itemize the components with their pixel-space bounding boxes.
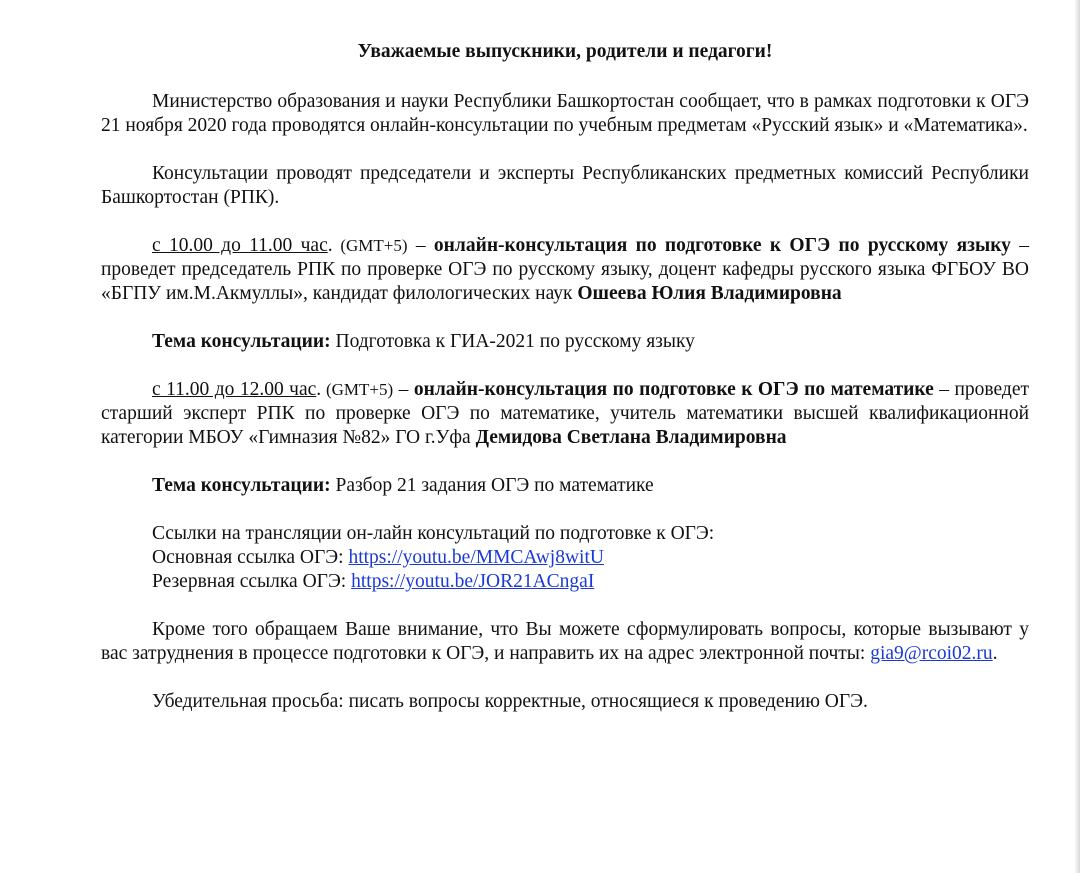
math-time-dot: . [316,379,322,400]
math-theme-value: Разбор 21 задания ОГЭ по математике [330,475,654,496]
math-timezone: (GMT+5) [321,380,394,399]
math-description: – проведет старший эксперт РПК по проверке ОГЭ по математике, учитель математики высшей квалификационной категории МБОУ «Гимназия №82» ГО г.Уфа [101,379,1030,448]
russian-description: – проведет председатель РПК по проверке ОГЭ по русскому языку, доцент кафедры русского языка ФГБОУ ВО «БГПУ им.М.Акмуллы», кандидат филологических наук [101,235,1030,304]
russian-theme-value: Подготовка к ГИА-2021 по русскому языку [330,331,695,352]
document-page [101,40,1029,738]
reserve-youtube-link[interactable]: https://youtu.be/JOR21ACngaI [351,571,595,592]
questions-end: . [992,643,998,664]
russian-person: Ошеева Юлия Владимировна [577,283,842,304]
russian-topic: онлайн-консультация по подготовке к ОГЭ по русскому языку [433,235,1011,256]
math-theme-label: Тема консультации: [152,475,331,496]
russian-theme [101,330,1029,354]
russian-theme-label: Тема консультации: [152,331,331,352]
main-link-label: Основная ссылка ОГЭ: [152,547,349,568]
questions-text: Кроме того обращаем Ваше внимание, что Вы можете сформулировать вопросы, которые вызывают у вас затруднения в процессе подготовки к ОГЭ, и направить их на адрес электронной почты: [101,619,1029,664]
math-time: с 11.00 до 12.00 час [152,379,317,400]
main-link-row [152,546,1029,570]
email-link[interactable]: gia9@rcoi02.ru [870,643,993,664]
math-dash: – [393,379,414,400]
math-person: Демидова Светлана Владимировна [475,427,787,448]
questions-paragraph [101,618,1029,666]
math-theme [101,474,1029,498]
broadcast-links [101,522,1029,594]
russian-time-dot: . [327,235,333,256]
reserve-link-label: Резервная ссылка ОГЭ: [152,571,352,592]
math-topic: онлайн-консультация по подготовке к ОГЭ по математике [413,379,934,400]
page-edge-shadow [1074,0,1080,873]
reserve-link-row [152,570,1029,594]
main-youtube-link[interactable]: https://youtu.be/MMCAwj8witU [348,547,604,568]
russian-timezone: (GMT+5) [332,236,408,255]
request-paragraph: Убедительная просьба: писать вопросы корректные, относящиеся к проведению ОГЭ. [152,691,868,712]
russian-time: с 10.00 до 11.00 час [152,235,328,256]
russian-dash: – [407,235,434,256]
math-consultation-paragraph [101,378,1029,450]
page-title: Уважаемые выпускники, родители и педагоги! [357,41,773,62]
intro-paragraph: Министерство образования и науки Республики Башкортостан сообщает, что в рамках подготовки к ОГЭ 21 ноября 2020 года проводятся онлайн-консультации по учебным предметам «Русский язык» и «Математика». [101,91,1029,136]
conducted-by-paragraph: Консультации проводят председатели и эксперты Республиканских предметных комиссий Республики Башкортостан (РПК). [101,163,1029,208]
russian-consultation-paragraph [101,234,1029,306]
links-heading: Ссылки на трансляции он-лайн консультаций по подготовке к ОГЭ: [152,523,715,544]
